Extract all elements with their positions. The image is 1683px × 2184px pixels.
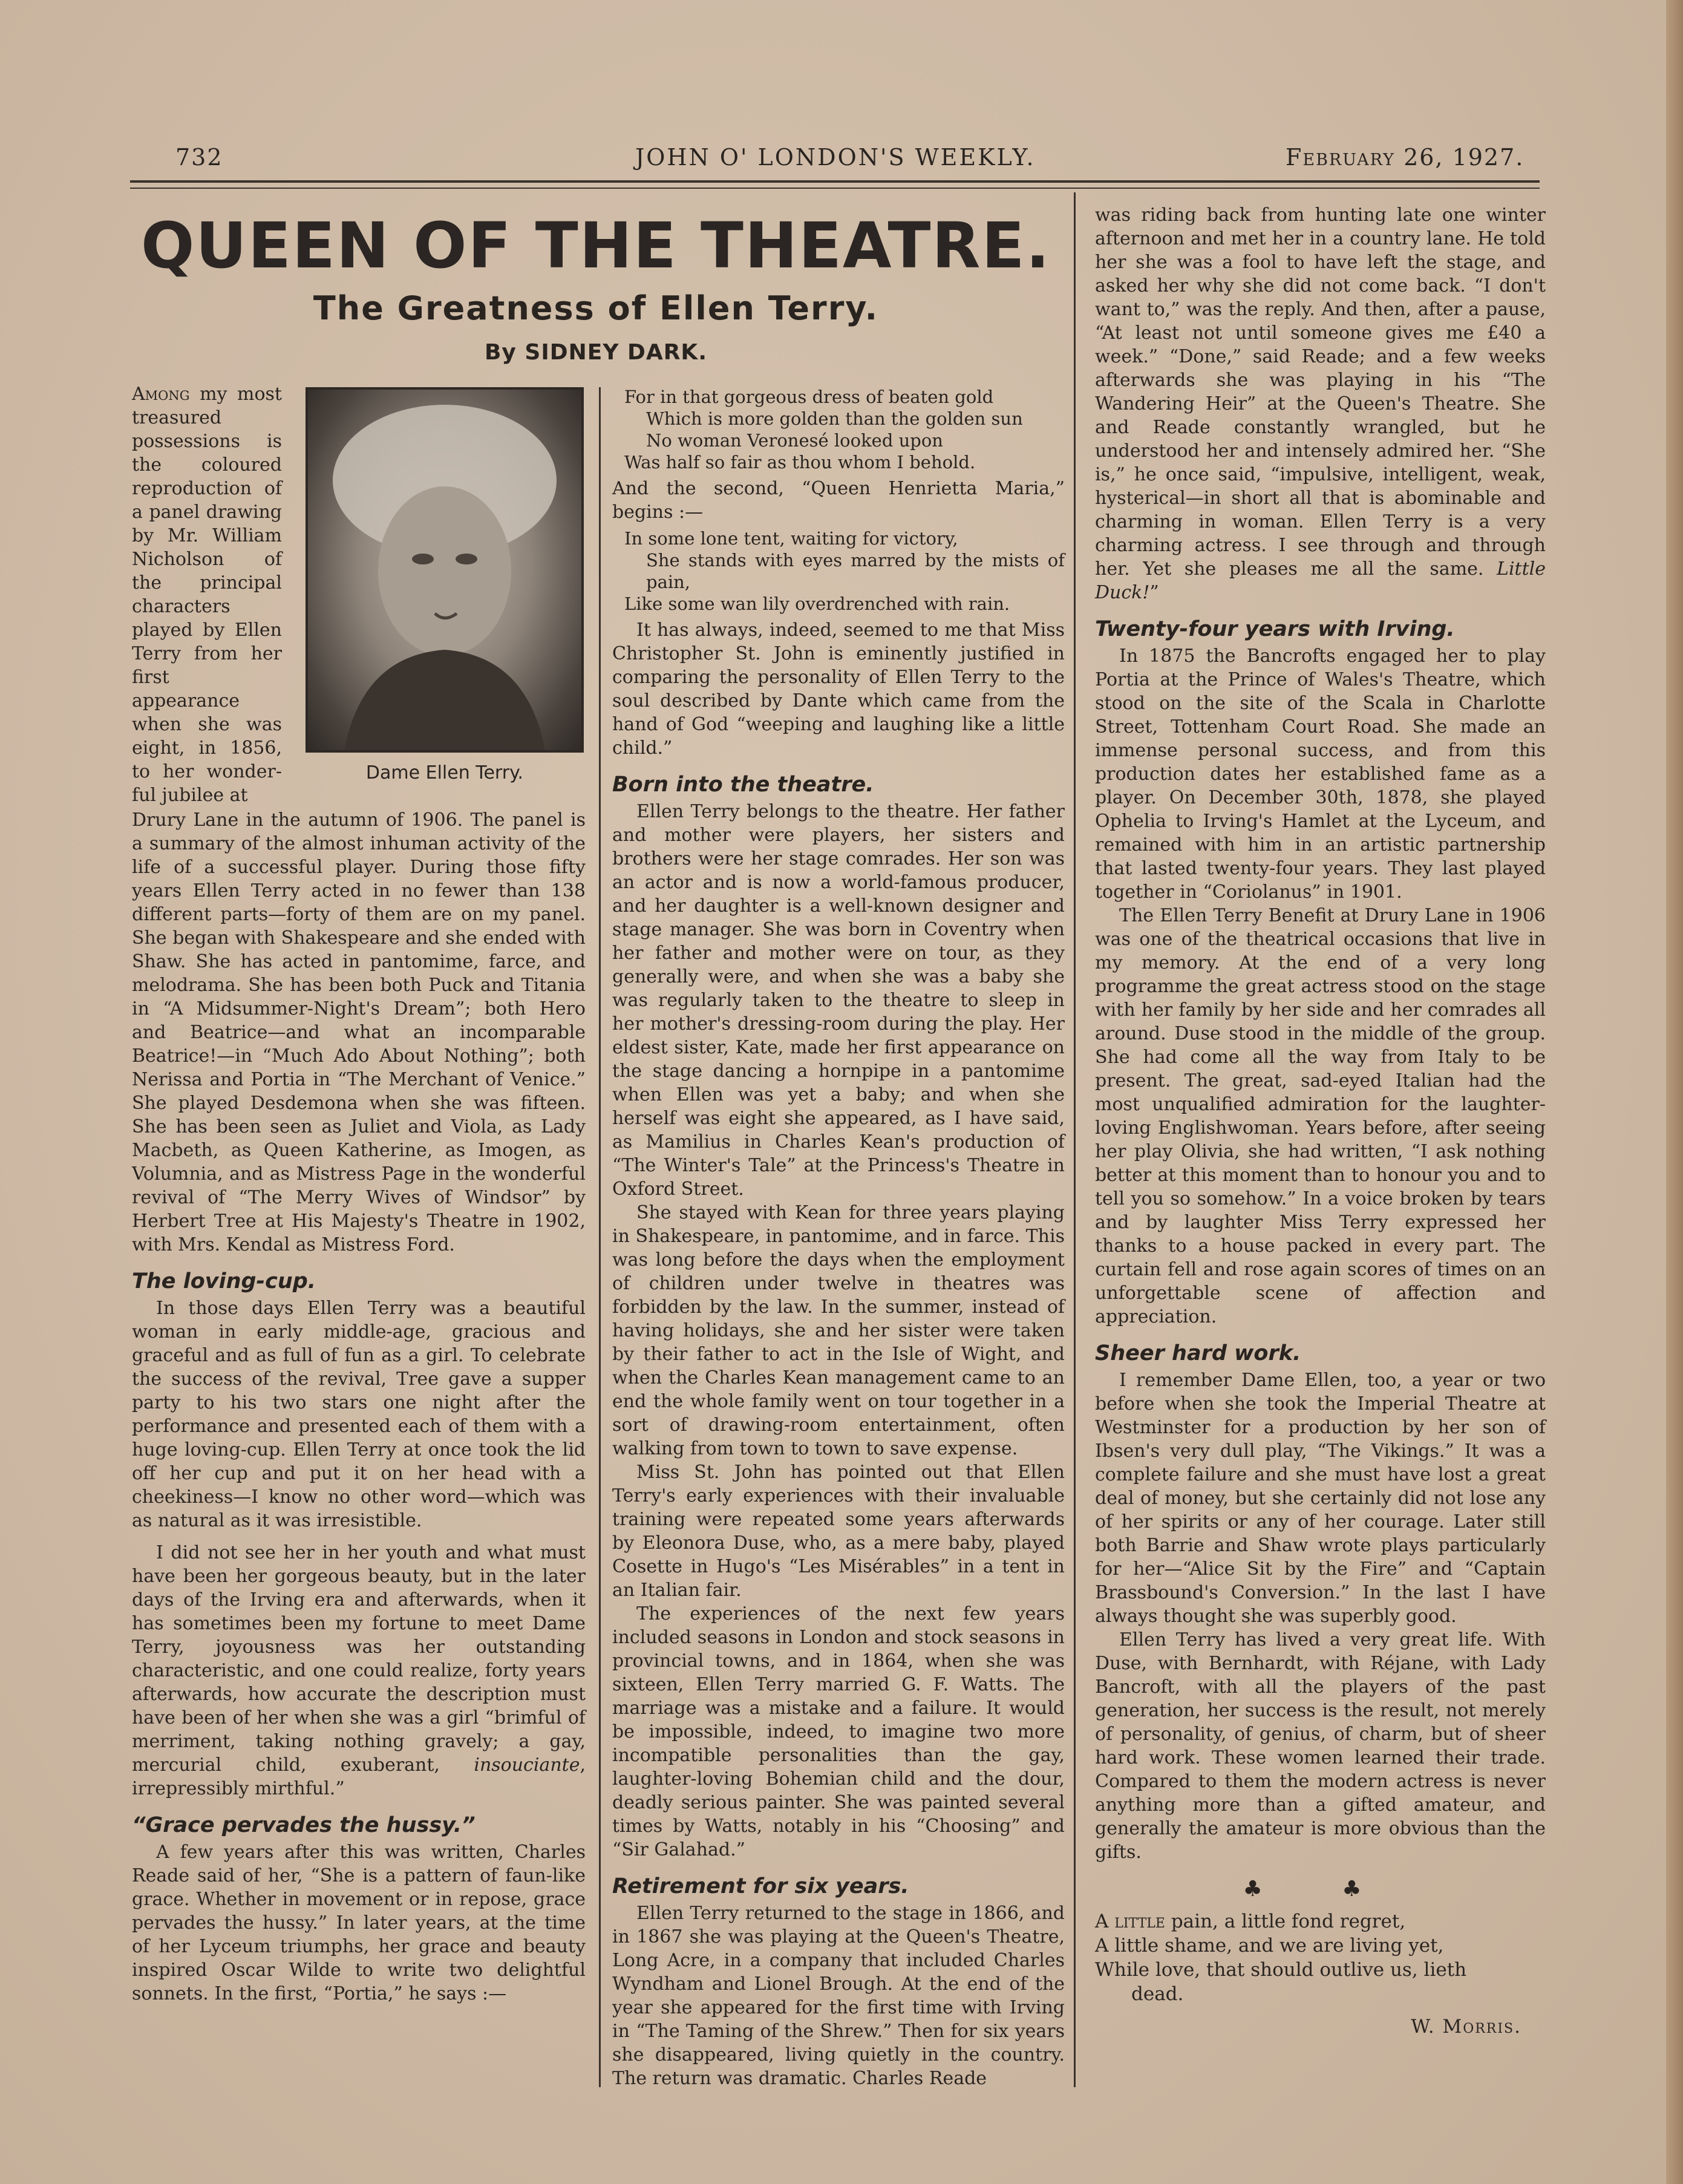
- verse-line: No woman Veronesé looked upon: [646, 430, 943, 451]
- text-run: ”: [1149, 582, 1159, 603]
- portrait-caption: Dame Ellen Terry.: [365, 762, 524, 783]
- intro-text: my most treasured possessions is the coloured reproduction of a panel drawing by Mr. William Nicholson of the principal characters played by Ellen Terry from her first appearance when she was eight, in 1856, to her wonder-ful jubilee at: [132, 384, 282, 806]
- paragraph: She stayed with Kean for three years playing in Shakespeare, in pantomime, and in farce. This was long before the days when the employment of children under twelve in theatres was forbidden by the law. In the summer, instead of having holidays, she and her sister were taken by their father to act in the Isle of Wight, and when the Charles Kean management came to an end the whole family went on tour together in a sort of drawing-room entertainment, often walking from town to town to save expense.: [612, 1202, 1065, 1459]
- verse-line: Was half so fair as thou whom I behold.: [624, 452, 976, 472]
- italic-text: Little Duck!: [1095, 558, 1546, 603]
- portrait-illustration: [308, 390, 581, 750]
- article-title: QUEEN OF THE THEATRE.: [140, 209, 1051, 283]
- verse-line: Which is more golden than the golden sun: [646, 408, 1023, 429]
- verse-line: Like some wan lily overdrenched with rain.: [624, 593, 1010, 614]
- paragraph: Miss St. John has pointed out that Ellen Terry's early experiences with their invaluable training were repeated some years afterwards by Eleonora Duse, who, as a mere baby, played Cosette in Hugo's “Les Misérables” in a tent in an Italian fair.: [612, 1462, 1065, 1601]
- poem-line: A little shame, and we are living yet,: [1095, 1935, 1444, 1957]
- paragraph: A few years after this was written, Charles Reade said of her, “She is a pattern of faun-like grace. Whether in movement or in repose, grace pervades the hussy.” In later years, at the time of her Lyceum triumphs, her grace and beauty inspired Oscar Wilde to write two delightful sonnets. In the first, “Portia,” he says :—: [132, 1842, 586, 2004]
- header-rule: [130, 180, 1540, 183]
- paragraph: In those days Ellen Terry was a beautiful woman in early middle-age, gracious and graceful and as full of fun as a girl. To celebrate the success of the revival, Tree gave a supper party to his two stars one night after the performance and presented each of them with a huge loving-cup. Ellen Terry at once took the lid off her cup and put it on her head with a cheekiness—I know no other word—which was as natural as it was irresistible.: [132, 1298, 586, 1531]
- column-1: [132, 808, 586, 2006]
- text-run: I did not see her in her youth and what must have been her gorgeous beauty, but in the later days of the Irving era and afterwards, when it has sometimes been my fortune to meet Dame Terry, joyousness was her outstanding characteristic, and one could realize, forty years afterwards, how accurate the description must have been of her when she was a girl “brimful of merriment, taking nothing gravely; a gay, mercurial child, exuberant,: [132, 1542, 586, 1776]
- drop-word: Among: [132, 384, 190, 405]
- paragraph: I remember Dame Ellen, too, a year or two before when she took the Imperial Theatre at Westminster for a production by her son of Ibsen's very dull play, “The Vikings.” It was a complete failure and she must have lost a great deal of money, but she certainly did not lose any of her spirits or any of her courage. Later still both Barrie and Shaw wrote plays particularly for her—“Alice Sit by the Fire” and “Captain Brassbound's Conversion.” In the last I have always thought she was superbly good.: [1095, 1370, 1546, 1627]
- paragraph: [132, 1541, 586, 1800]
- italic-text: insouciante: [474, 1754, 580, 1776]
- poem: [1095, 1909, 1546, 2039]
- section-heading: Born into the theatre.: [612, 773, 874, 797]
- section-heading: “Grace pervades the hussy.”: [132, 1813, 475, 1837]
- section-heading: Retirement for six years.: [612, 1874, 909, 1898]
- paragraph: Ellen Terry returned to the stage in 1866, and in 1867 she was playing at the Queen's Theatre, Long Acre, in a company that included Charles Wyndham and Lionel Brough. At the end of the year she appeared for the first time with Irving in “The Taming of the Shrew.” Then for six years she disappeared, living quietly in the country. The return was dramatic. Charles Reade: [612, 1903, 1065, 2089]
- column-3: [1095, 203, 1546, 2039]
- intro-paragraph: [132, 382, 282, 807]
- section-heading: The loving-cup.: [132, 1269, 316, 1293]
- page-number: 732: [175, 144, 223, 171]
- verse-line: For in that gorgeous dress of beaten gold: [624, 387, 994, 407]
- paragraph: Ellen Terry belongs to the theatre. Her father and mother were players, her sisters and brothers were her stage comrades. Her son was an actor and is now a world-famous producer, and her daughter is a well-known designer and stage manager. She was born in Coventry when her father and mother were on tour, as they generally were, and when she was a baby she was regularly taken to the theatre to sleep in her mother's dressing-room during the play. Her eldest sister, Kate, made her first appearance on the stage dancing a hornpipe in a pantomime when Ellen was yet a baby; and when she herself was eight she appeared, as I have said, as Mamilius in Charles Kean's production of “The Winter's Tale” at the Princess's Theatre in Oxford Street.: [612, 801, 1065, 1200]
- poem-line: [1095, 1909, 1546, 1934]
- paragraph: And the second, “Queen Henrietta Maria,” begins :—: [612, 478, 1065, 523]
- poem-line: While love, that should outlive us, lieth: [1095, 1959, 1467, 1981]
- binding-edge: [1666, 0, 1683, 2184]
- text-run: was riding back from hunting late one winter afternoon and met her in a country lane. He told her she was a fool to have left the stage, and asked her why she did not come back. “I don't want to,” was the reply. And then, after a pause, “At least not until someone gives me £40 a week.” “Done,” said Reade; and a few weeks afterwards she was playing in his “The Wandering Heir” at the Queen's Theatre. She and Reade constantly wrangled, but he understood her and intensely admired her. “She is,” he once said, “impulsive, intelligent, weak, hysterical—in short all that is abominable and charming in woman. Ellen Terry is a very charming actress. I see through and through her. Yet she pleases me all the same.: [1095, 204, 1546, 580]
- paragraph: The experiences of the next few years included seasons in London and stock seasons in provincial towns, and in 1864, when she was sixteen, Ellen Terry married G. F. Watts. The marriage was a mistake and a failure. It would be impossible, indeed, to imagine two more incompatible personalities than the gay, laughter-loving Bohemian child and the dour, deadly serious painter. She was painted several times by Watts, notably in his “Choosing” and “Sir Galahad.”: [612, 1603, 1065, 1860]
- portrait-figure: [306, 387, 584, 783]
- header-rule-thin: [130, 188, 1540, 189]
- article-subtitle: The Greatness of Ellen Terry.: [313, 289, 879, 327]
- verse-line: She stands with eyes marred by the mists of pain,: [646, 550, 1065, 592]
- paragraph: Drury Lane in the autumn of 1906. The panel is a summary of the almost inhuman activity of the life of a successful player. During those fifty years Ellen Terry acted in no fewer than 138 different parts—forty of them are on my panel. She began with Shakespeare and she ended with Shaw. She has acted in pantomime, farce, and melodrama. She has been both Puck and Titania in “A Midsummer-Night's Dream”; both Hero and Beatrice—and what an incomparable Beatrice!—in “Much Ado About Nothing”; both Nerissa and Portia in “The Merchant of Venice.” She played Desdemona when she was fifteen. She has been seen as Juliet and Viola, as Lady Macbeth, as Queen Katherine, as Imogen, as Volumnia, and as Mistress Page in the wonderful revival of “The Merry Wives of Windsor” by Herbert Tree at His Majesty's Theatre in 1902, with Mrs. Kendal as Mistress Ford.: [132, 809, 586, 1255]
- paragraph: Ellen Terry has lived a very great life. With Duse, with Bernhardt, with Réjane, with Lady Bancroft, with all the players of the past generation, her success is the result, not merely of personality, of genius, of charm, but of sheer hard work. These women learned their trade. Compared to them the modern actress is never anything more than a gifted amateur, and generally the amateur is more obvious than the gifts.: [1095, 1629, 1546, 1863]
- column-divider: [599, 387, 601, 2087]
- portrait-photo: [306, 387, 584, 753]
- verse-line: In some lone tent, waiting for victory,: [624, 528, 958, 549]
- article-byline: By SIDNEY DARK.: [484, 340, 707, 365]
- publication-name: JOHN O' LONDON'S WEEKLY.: [635, 144, 1036, 171]
- section-heading: Twenty-four years with Irving.: [1095, 617, 1455, 641]
- paragraph: [1095, 203, 1546, 604]
- poem-line: dead.: [1131, 1983, 1184, 2005]
- paragraph: It has always, indeed, seemed to me that Miss Christopher St. John is eminently justified in comparing the personality of Ellen Terry to the soul described by Dante which came from the hand of God “weeping and laughing like a little child.”: [612, 620, 1065, 759]
- column-divider: [1074, 192, 1076, 2087]
- paragraph: In 1875 the Bancrofts engaged her to play Portia at the Prince of Wales's Theatre, which stood on the site of the Scala in Charlotte Street, Tottenham Court Road. She made an immense personal success, and from this production dates her established fame as a player. On December 30th, 1878, she played Ophelia to Irving's Hamlet at the Lyceum, and remained with him in an artistic partnership that lasted twenty-four years. They last played together in “Coriolanus” in 1901.: [1095, 646, 1546, 903]
- text-run: , irrepressibly mirthful.”: [132, 1754, 586, 1799]
- section-heading: Sheer hard work.: [1095, 1341, 1301, 1365]
- column-2: [612, 382, 1065, 2090]
- column-1-intro: [132, 382, 282, 807]
- sonnet-portia: [624, 386, 1065, 473]
- poem-first-word: A little: [1095, 1911, 1165, 1932]
- poem-text: pain, a little fond regret,: [1165, 1911, 1406, 1932]
- issue-date: February 26, 1927.: [1286, 144, 1525, 171]
- ornament-icon: ♣ ♣: [1243, 1877, 1398, 1901]
- poem-author: W. Morris.: [1411, 2016, 1521, 2038]
- paragraph: The Ellen Terry Benefit at Drury Lane in 1906 was one of the theatrical occasions that live in my memory. At the end of a very long programme the great actress stood on the stage with her family by her side and her comrades all around. Duse stood in the middle of the group. She had come all the way from Italy to be present. The great, sad-eyed Italian had the most unqualified admiration for the laughter-loving Englishwoman. Years before, after seeing her play Olivia, she had written, “I ask nothing better at this moment than to honour you and to tell you so somehow.” In a voice broken by tears and by laughter Miss Terry expressed her thanks to a house packed in every part. The curtain fell and rose again scores of times on an unforgettable scene of affection and appreciation.: [1095, 905, 1546, 1327]
- sonnet-henrietta: [624, 528, 1065, 615]
